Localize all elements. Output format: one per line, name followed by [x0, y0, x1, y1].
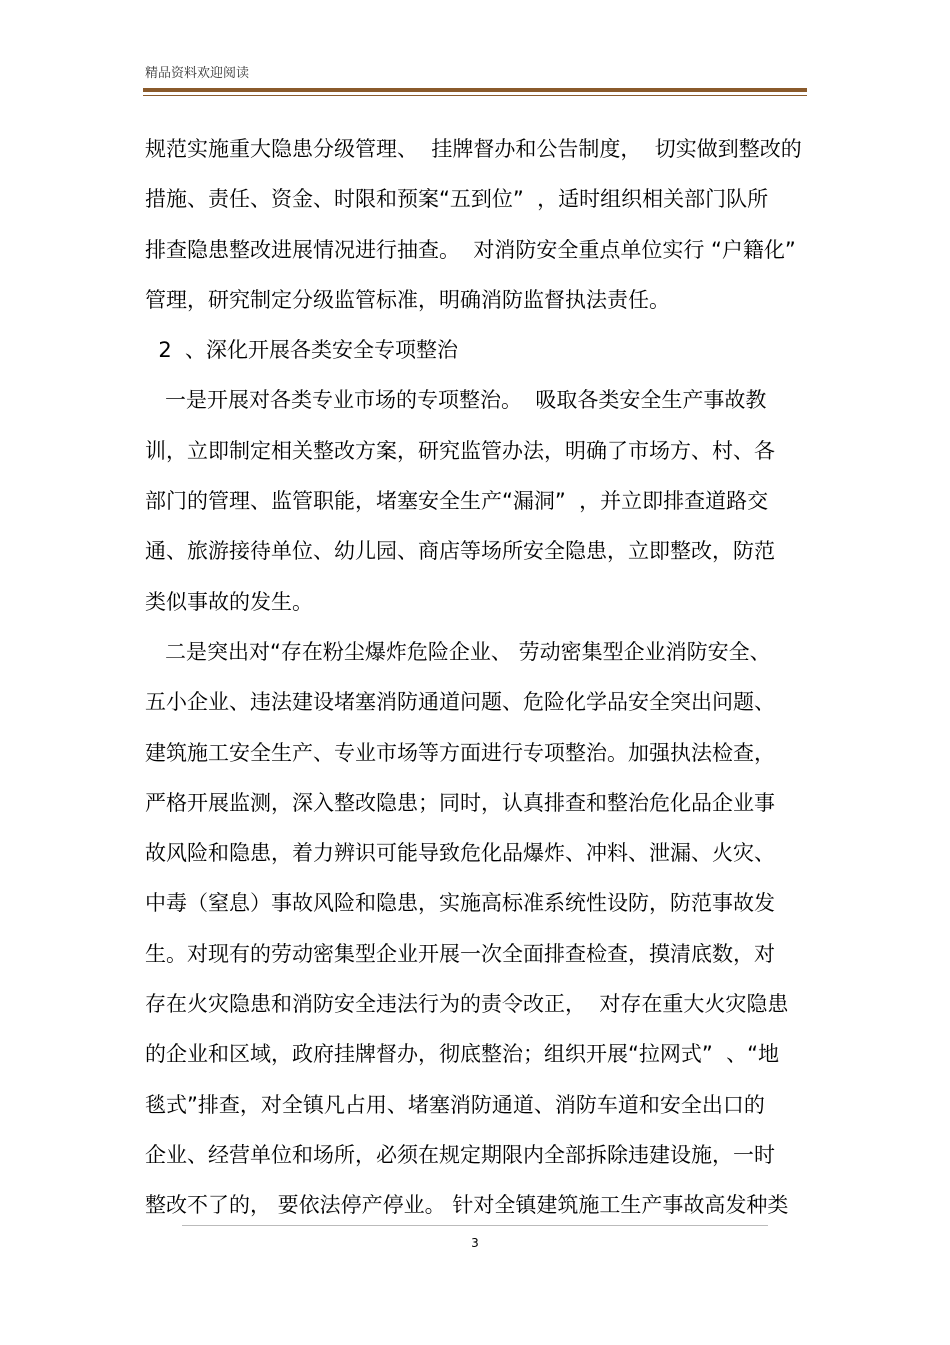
text-line: 训，立即制定相关整改方案，研究监管办法，明确了市场方、村、各	[145, 438, 775, 463]
text-line: 严格开展监测，深入整改隐患；同时，认真排查和整治危化品企业事	[145, 790, 775, 815]
header-divider-thin	[143, 95, 807, 96]
body-text	[145, 124, 815, 1231]
text-line: 管理，研究制定分级监管标准，明确消防监督执法责任。	[145, 287, 670, 312]
text-line: 五小企业、违法建设堵塞消防通道问题、危险化学品安全突出问题、	[145, 690, 775, 715]
text-line: 规范实施重大隐患分级管理、 挂牌督办和公告制度， 切实做到整改的	[145, 137, 802, 161]
text-line: 类似事故的发生。	[145, 589, 313, 614]
text-line: 存在火灾隐患和消防安全违法行为的责令改正， 对存在重大火灾隐患	[145, 992, 789, 1017]
text-line: 整改不了的， 要依法停产停业。 针对全镇建筑施工生产事故高发种类	[145, 1193, 789, 1218]
text-line: 故风险和隐患，着力辨识可能导致危化品爆炸、冲料、泄漏、火灾、	[145, 841, 775, 866]
text-line: 一是开展对各类专业市场的专项整治。 吸取各类安全生产事故教	[145, 388, 767, 413]
section-heading: 2 、深化开展各类安全专项整治	[145, 338, 459, 363]
text-line: 的企业和区域，政府挂牌督办，彻底整治；组织开展“拉网式” 、“地	[145, 1042, 779, 1067]
text-line: 排查隐患整改进展情况进行抽查。 对消防安全重点单位实行 “户籍化”	[145, 237, 796, 262]
text-line: 生。对现有的劳动密集型企业开展一次全面排查检查，摸清底数，对	[145, 941, 775, 966]
text-line: 中毒（窒息）事故风险和隐患，实施高标准系统性设防，防范事故发	[145, 891, 775, 916]
text-line: 企业、经营单位和场所，必须在规定期限内全部拆除违建设施，一时	[145, 1142, 775, 1167]
text-line: 通、旅游接待单位、幼儿园、商店等场所安全隐患，立即整改，防范	[145, 539, 775, 564]
text-line: 措施、责任、资金、时限和预案“五到位” ，适时组织相关部门队所	[145, 187, 769, 212]
text-line: 毯式”排查，对全镇凡占用、堵塞消防通道、消防车道和安全出口的	[145, 1092, 765, 1117]
page-header-title: 精品资料欢迎阅读	[145, 66, 250, 81]
footer-divider	[182, 1225, 768, 1226]
text-line: 建筑施工安全生产、专业市场等方面进行专项整治。加强执法检查，	[145, 740, 775, 765]
text-line: 部门的管理、监管职能，堵塞安全生产“漏洞” ，并立即排查道路交	[145, 489, 769, 514]
page-number: 3	[471, 1236, 479, 1250]
header-divider-thick	[143, 88, 807, 92]
text-line: 二是突出对“存在粉尘爆炸危险企业、 劳动密集型企业消防安全、	[145, 639, 771, 664]
